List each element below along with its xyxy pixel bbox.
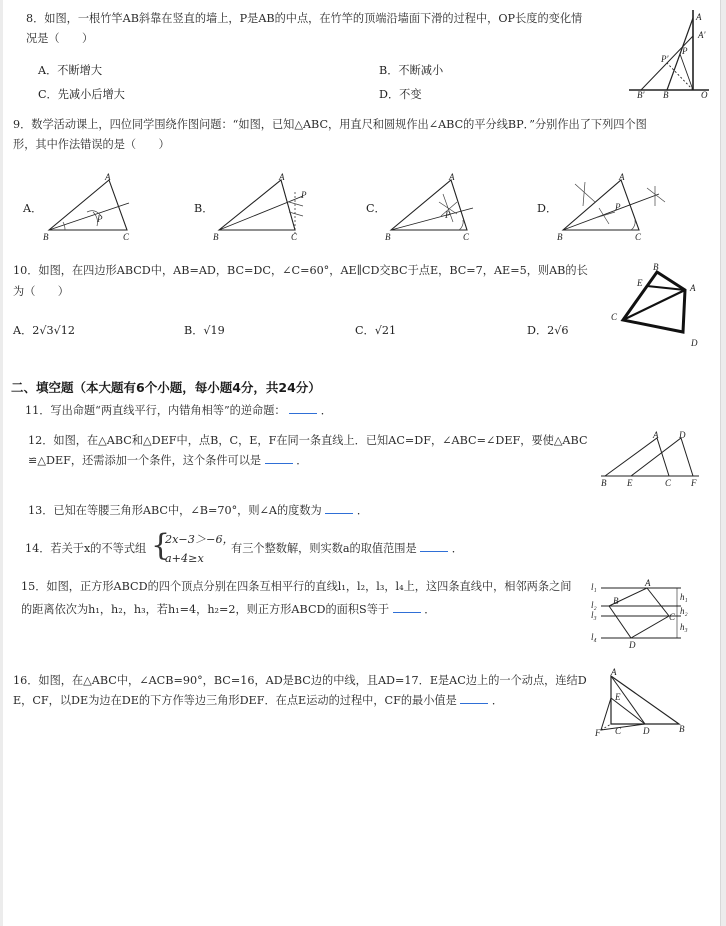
q9c-label-c: C — [463, 232, 470, 242]
q16-end: ． — [491, 694, 504, 707]
q9-figure-b — [211, 172, 311, 244]
q14-system-2: a+4≥x — [165, 552, 204, 565]
q8-option-a[interactable]: A．不断增大 — [38, 64, 103, 77]
q9-figure-c — [383, 172, 483, 244]
q9b-label-c: C — [291, 232, 298, 242]
q8-label-b: B — [663, 90, 669, 98]
q9d-label-p: P — [615, 202, 621, 212]
q16-answer-blank[interactable] — [460, 692, 488, 704]
q8-label-p: P — [682, 46, 688, 56]
q15-label-b: B — [613, 596, 619, 606]
q9-option-b[interactable]: B． — [194, 202, 214, 215]
q10-option-b[interactable]: B．√19 — [184, 324, 225, 337]
q14-brace: { — [151, 528, 171, 563]
q8-label-a: A — [696, 12, 702, 22]
q9-figure-a — [43, 172, 143, 244]
q15-answer-blank[interactable] — [393, 601, 421, 613]
q14-after-row — [231, 540, 463, 558]
q9a-label-p: P — [97, 214, 103, 224]
q11-answer-blank[interactable] — [289, 402, 317, 414]
q10-label-c: C — [611, 312, 618, 322]
q12-label-d: D — [679, 430, 686, 440]
q10-line2: 为（ ） — [13, 285, 69, 298]
q12-figure — [599, 430, 703, 488]
q8-figure — [623, 6, 715, 98]
q15-label-l1: l₁ — [591, 582, 597, 592]
q9a-label-c: C — [123, 232, 130, 242]
q13-end: ． — [356, 504, 369, 517]
q16-label-e: E — [615, 692, 621, 702]
q9-option-d[interactable]: D． — [537, 202, 558, 215]
q9d-label-b: B — [557, 232, 563, 242]
q15-figure — [591, 576, 701, 654]
q15-label-l2: l₂ — [591, 600, 597, 610]
q9-line2: 形，其中作法错误的是（ ） — [13, 138, 170, 151]
q13-row — [28, 502, 368, 520]
q8-label-o: O — [701, 90, 708, 98]
q15-label-d: D — [629, 640, 636, 650]
q8-label-p-prime: P' — [661, 54, 669, 64]
q9a-label-b: B — [43, 232, 49, 242]
q12-line1: 12．如图，在△ABC和△DEF中，点B，C，E，F在同一条直线上．已知AC=DF，∠ABC=∠DEF，要使△ABC — [28, 434, 588, 447]
q12-end: ． — [296, 454, 308, 467]
q16-line1: 16．如图，在△ABC中，∠ACB=90°，BC=16，AD是BC边的中线，且AD=17．E是AC边上的一个动点，连结D — [13, 674, 587, 687]
q9-option-a[interactable]: A． — [23, 202, 43, 215]
q15-end: ． — [424, 603, 436, 616]
q9d-label-c: C — [635, 232, 642, 242]
q10-option-c[interactable]: C．√21 — [355, 324, 397, 337]
q9c-label-p: P — [445, 210, 451, 220]
q16-label-b: B — [679, 724, 685, 734]
q14-after: 有三个整数解，则实数a的取值范围是 — [231, 542, 417, 555]
q8-option-d[interactable]: D．不变 — [379, 88, 422, 101]
q15-line2-row — [21, 601, 435, 619]
q9-option-c[interactable]: C． — [366, 202, 386, 215]
q14-text: 14．若关于x的不等式组 — [25, 542, 147, 555]
q15-label-h2: h₂ — [680, 606, 688, 616]
q10-label-b: B — [653, 262, 659, 272]
q14-system-1: 2x−3＞−6， — [165, 533, 234, 546]
q15-label-l3: l₃ — [591, 610, 597, 620]
q10-label-a: A — [690, 283, 696, 293]
q8-option-b[interactable]: B．不断减小 — [379, 64, 444, 77]
q14-answer-blank[interactable] — [420, 540, 448, 552]
q12-label-f: F — [691, 478, 697, 488]
q8-line1: 8．如图，一根竹竿AB斜靠在竖直的墙上，P是AB的中点，在竹竿的顶端沿墙面下滑的过程中，OP长度的变化情 — [26, 12, 583, 25]
q13-text: 13．已知在等腰三角形ABC中，∠B=70°，则∠A的度数为 — [28, 504, 322, 517]
q10-line1: 10．如图，在四边形ABCD中，AB=AD，BC=DC，∠C=60°，AE∥CD交BC于点E，BC=7，AE=5，则AB的长 — [13, 264, 588, 277]
q10-label-d: D — [691, 338, 698, 348]
q15-label-c: C — [669, 612, 676, 622]
section-2-title: 二、填空题（本大题有6个小题，每小题4分，共24分） — [11, 380, 321, 395]
q12-label-c: C — [665, 478, 672, 488]
q13-answer-blank[interactable] — [325, 502, 353, 514]
q15-label-h1: h₁ — [680, 592, 688, 602]
q12-label-b: B — [601, 478, 607, 488]
q10-option-d[interactable]: D．2√6 — [527, 324, 569, 337]
q9d-label-a: A — [619, 172, 625, 182]
q10-option-a[interactable]: A．2√3√12 — [13, 324, 75, 337]
q15-line1: 15．如图，正方形ABCD的四个顶点分别在四条互相平行的直线l₁，l₂，l₃，l₄上，这四条直线中，相邻两条之间 — [21, 580, 572, 593]
q9b-label-b: B — [213, 232, 219, 242]
q8-line2: 况是（ ） — [26, 32, 94, 45]
q8-label-b-prime: B' — [637, 90, 645, 98]
q16-label-d: D — [643, 726, 650, 736]
q9-line1: 9．数学活动课上，四位同学围绕作图问题：“如图，已知△ABC，用直尺和圆规作出∠ABC的平分线BP．”分别作出了下列四个图 — [13, 118, 647, 131]
q15-line2: 的距离依次为h₁，h₂，h₃，若h₁=4，h₂=2，则正方形ABCD的面积S等于 — [21, 603, 390, 616]
q16-line2: E，CF，以DE为边在DE的下方作等边三角形DEF．在点E运动的过程中，CF的最小值是 — [13, 694, 457, 707]
exam-page — [3, 0, 721, 926]
q11-row — [25, 402, 332, 420]
q8-label-a-prime: A' — [698, 30, 706, 40]
q9b-label-a: A — [279, 172, 285, 182]
q14-end: ． — [451, 542, 463, 555]
q10-figure — [603, 260, 707, 352]
q9c-label-b: B — [385, 232, 391, 242]
q16-label-f: F — [595, 728, 601, 738]
q15-label-l4: l₄ — [591, 632, 597, 642]
q9c-label-a: A — [449, 172, 455, 182]
q12-line2: ≌△DEF，还需添加一个条件，这个条件可以是 — [28, 454, 262, 467]
q10-label-e: E — [637, 278, 643, 288]
q15-label-h3: h₃ — [680, 622, 688, 632]
q11-end: ． — [320, 404, 332, 417]
q12-label-a: A — [653, 430, 659, 440]
q12-label-e: E — [627, 478, 633, 488]
q9-figure-d — [555, 172, 667, 244]
q16-figure — [595, 668, 691, 738]
q12-line2-row — [28, 452, 307, 470]
q16-label-c: C — [615, 726, 622, 736]
q16-line2-row — [13, 692, 503, 710]
q11-text: 11．写出命题“两直线平行，内错角相等”的逆命题： — [25, 404, 286, 417]
q8-option-c[interactable]: C．先减小后增大 — [38, 88, 125, 101]
q9a-label-a: A — [105, 172, 111, 182]
q12-answer-blank[interactable] — [265, 452, 293, 464]
q15-label-a: A — [645, 578, 651, 588]
q9b-label-p: P — [301, 190, 307, 200]
q16-label-a: A — [611, 668, 617, 677]
